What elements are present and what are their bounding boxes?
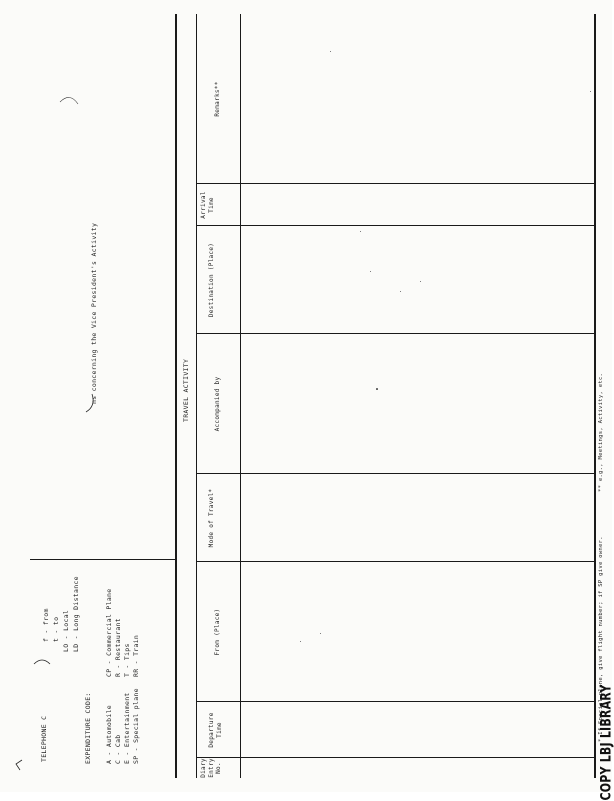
section-title: TRAVEL ACTIVITY — [182, 358, 190, 422]
scan-speck — [300, 641, 301, 642]
scan-speck — [420, 281, 421, 282]
col-sep-7 — [196, 183, 594, 184]
expenditure-left-1: C - Cab — [114, 734, 122, 764]
col-sep-2 — [196, 701, 594, 702]
expenditure-right-2: T - Tips — [123, 643, 131, 677]
col-header-destination: Destination (Place) — [208, 242, 215, 318]
scan-speck — [376, 389, 378, 391]
col-sep-5 — [196, 333, 594, 334]
expenditure-right-0: CP - Commercial Plane — [105, 588, 113, 677]
col-sep-1 — [196, 757, 594, 758]
header-divider — [30, 559, 175, 560]
expenditure-left-2: E - Entertainment — [123, 692, 131, 764]
table-bottom-border — [594, 14, 596, 778]
expenditure-right-1: R - Restaurant — [114, 618, 122, 677]
footer-note: * If Special plane, give flight number; if SP give owner. — [598, 536, 604, 742]
telephone-code-row: t - to — [52, 616, 60, 642]
col-header-from: From (Place) — [214, 608, 221, 656]
col-header-arrival: Arrival Time — [200, 191, 215, 219]
scan-speck — [320, 633, 321, 634]
telephone-label: TELEPHONE C — [40, 715, 48, 762]
scan-speck — [590, 91, 591, 92]
scan-speck — [400, 291, 401, 292]
telephone-code-row: f - from — [42, 608, 50, 642]
telephone-code-row: LO - Local — [62, 609, 70, 652]
table-mid-line — [196, 14, 197, 778]
col-header-accompanied: Accompanied by — [214, 376, 221, 432]
library-stamp: COPY LBJ LIBRARY — [597, 684, 614, 801]
col-header-departure: Departure Time — [208, 712, 223, 748]
expenditure-left-0: A - Automobile — [105, 705, 113, 764]
table-top-border — [175, 14, 177, 778]
expenditure-right-3: RR - Train — [132, 634, 140, 677]
expenditure-left-3: SP - Special plane — [132, 688, 140, 764]
col-sep-4 — [196, 473, 594, 474]
col-header-mode: Mode of Travel* — [208, 488, 215, 548]
scan-speck — [330, 51, 331, 52]
concerning-text: ns concerning the Vice President's Activity — [90, 222, 98, 404]
col-sep-3 — [196, 561, 594, 562]
footer-note-2: ** e.g., Meetings, Activity, etc. — [598, 372, 604, 492]
telephone-code-row: LD - Long Distance — [72, 576, 80, 652]
scan-speck — [360, 231, 361, 232]
table-header-bottom — [240, 14, 241, 778]
col-header-entry: Diary Entry No. — [200, 758, 222, 778]
scan-speck — [370, 271, 371, 272]
expenditure-title: EXPENDITURE CODE: — [84, 692, 92, 764]
col-sep-6 — [196, 225, 594, 226]
col-header-remarks: Remarks** — [214, 81, 221, 117]
